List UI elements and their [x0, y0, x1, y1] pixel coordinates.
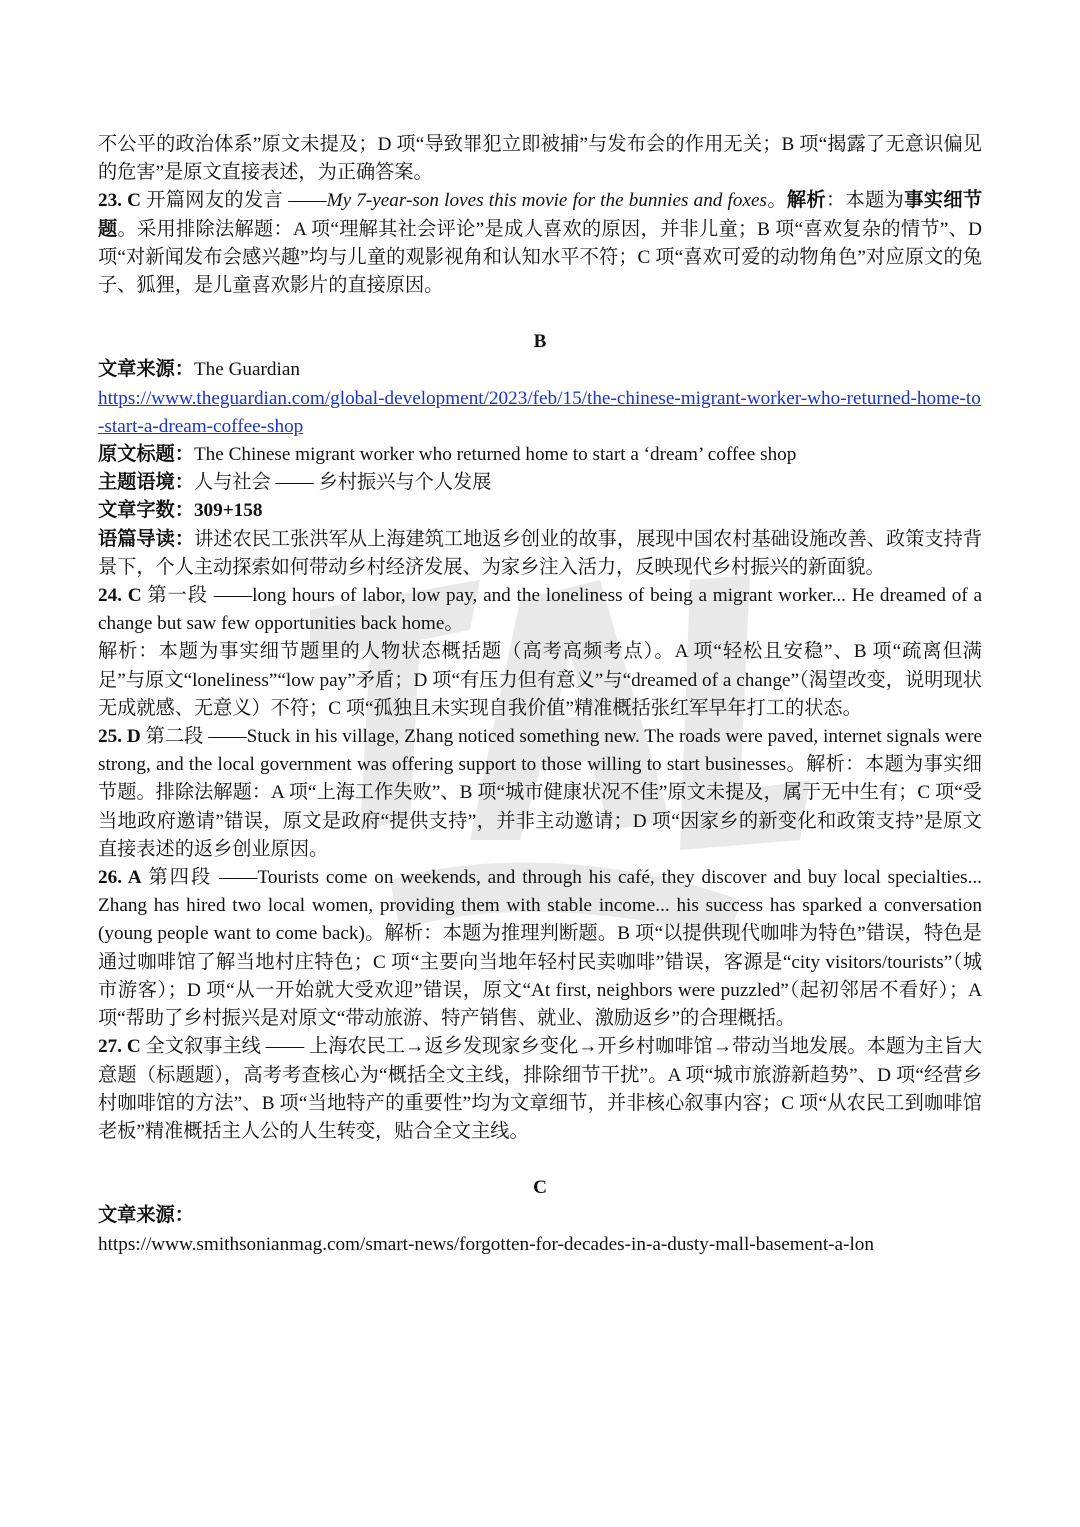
section-b-heading: B — [533, 331, 547, 353]
answer-22-continued: 不公平的政治体系”原文未提及；D 项“导致罪犯立即被捕”与发布会的作用无关；B 项“揭露了无意识偏见的危害”是原文直接表述，为正确答案。 — [98, 134, 982, 184]
answer-27-number: 27. C — [98, 1036, 141, 1058]
answer-23-quote: My 7-year-son loves this movie for the bunnies and foxes — [326, 190, 767, 212]
document-page — [98, 131, 982, 1259]
section-c-url: https://www.smithsonianmag.com/smart-news/forgotten-for-decades-in-a-dusty-mall-basement-a-lon — [98, 1233, 874, 1255]
answer-25-number: 25. D — [98, 726, 141, 748]
section-b-theme: 主题语境：人与社会 —— 乡村振兴与个人发展 — [98, 472, 492, 494]
answer-24: 24. C 第一段 ——long hours of labor, low pay, and the loneliness of being a migrant worker... He dreamed of a change but saw few opportunities back home。 — [98, 585, 983, 635]
section-b-source: 文章来源：The Guardian — [98, 359, 300, 381]
answer-27: 27. C 全文叙事主线 —— 上海农民工→返乡发现家乡变化→开乡村咖啡馆→带动当地发展。本题为主旨大意题（标题题），高考考查核心为“概括全文主线，排除细节干扰”。A 项“城市旅游新趋势”、D 项“经营乡村咖啡馆的方法”、B 项“当地特产的重要性”均为文章细节，并非核心叙事内容；C 项“从农民工到咖啡馆老板”精准概括主人公的人生转变，贴合全文主线。 — [98, 1036, 983, 1142]
answer-25: 25. D 第二段 ——Stuck in his village, Zhang noticed something new. The roads were paved, internet signals were strong, and the local government was offering support to those willing to start businesses。解析：本题为事实细节题。排除法解题：A 项“上海工作失败”、B 项“城市健康状况不佳”原文未提及，属于无中生有；C 项“受当地政府邀请”错误，原文是政府“提供支持”，并非主动邀请；D 项“因家乡的新变化和政策支持”是原文直接表述的返乡创业原因。 — [98, 726, 982, 860]
section-b-word-count: 文章字数：309+158 — [98, 500, 263, 522]
source-link[interactable]: https://www.theguardian.com/global-development/2023/feb/15/the-chinese-migrant-worker-who-returned-home-to-start-a-dream-coffee-shop — [98, 387, 981, 437]
answer-26-number: 26. A — [98, 867, 142, 889]
section-b-url-line — [98, 385, 982, 441]
answer-23-number: 23. C — [98, 190, 142, 212]
answer-24-analysis: 解析：本题为事实细节题里的人物状态概括题（高考高频考点）。A 项“轻松且安稳”、B 项“疏离但满足”与原文“loneliness”“low pay”矛盾；D 项“有压力但有意义”与“dreamed of a change”（渴望改变，说明现状无成就感、无意义）不符；C 项“孤独且未实现自我价值”精准概括张红军早年打工的状态。 — [98, 641, 982, 719]
section-c-source: 文章来源： — [98, 1205, 194, 1227]
section-b-title: 原文标题：The Chinese migrant worker who returned home to start a ‘dream’ coffee shop — [98, 444, 797, 466]
answer-26: 26. A 第四段 ——Tourists come on weekends, and through his café, they discover and buy local specialties... Zhang has hired two local women, providing them with stable income... his success has sparked a conversation (young people want to come back)。解析：本题为推理判断题。B 项“以提供现代咖啡为特色”错误，特色是通过咖啡馆了解当地村庄特色；C 项“主要向当地年轻村民卖咖啡”错误，客源是“city visitors/tourists”（城市游客）；D 项“从一开始就大受欢迎”错误，原文“At first, neighbors were puzzled”（起初邻居不看好）；A 项“帮助了乡村振兴是对原文“带动旅游、特产销售、就业、激励返乡”的合理概括。 — [98, 867, 982, 1030]
answer-23: 23. C 开篇网友的发言 ——My 7-year-son loves this movie for the bunnies and foxes。解析：本题为事实细节题。采用排除法解题：A 项“理解其社会评论”是成人喜欢的原因，并非儿童；B 项“喜欢复杂的情节”、D 项“对新闻发布会感兴趣”均与儿童的观影视角和认知水平不符；C 项“喜欢可爱的动物角色”对应原文的兔子、狐狸，是儿童喜欢影片的直接原因。 — [98, 190, 983, 297]
section-c-heading: C — [533, 1177, 547, 1199]
answer-24-number: 24. C — [98, 585, 142, 607]
section-b-guide: 语篇导读：讲述农民工张洪军从上海建筑工地返乡创业的故事，展现中国农村基础设施改善、政策支持背景下，个人主动探索如何带动乡村经济发展、为家乡注入活力，反映现代乡村振兴的新面貌。 — [98, 528, 983, 578]
